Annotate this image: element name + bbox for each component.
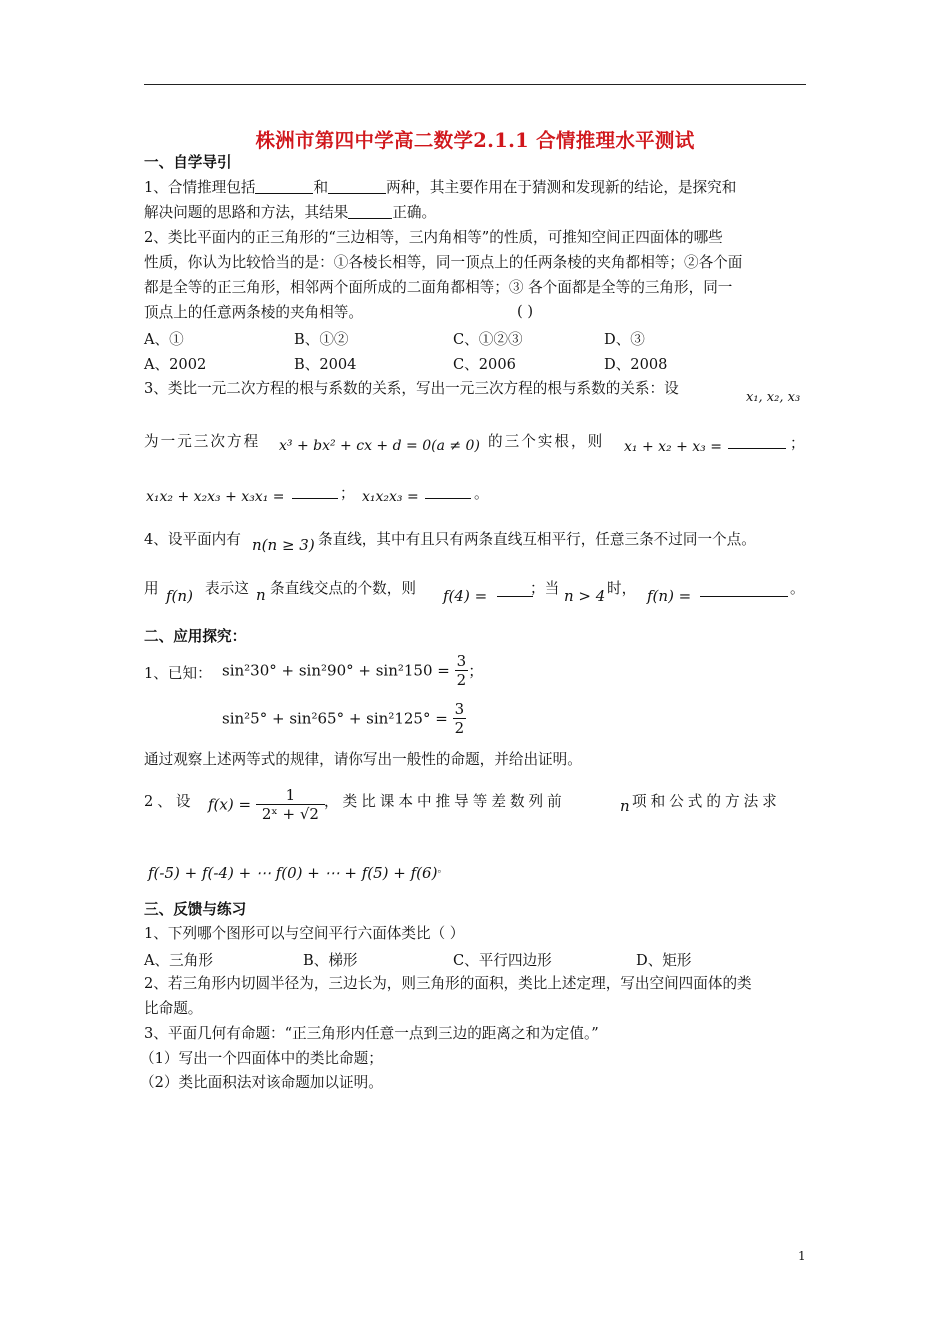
s3-q2-line1: 2、若三角形内切圆半径为，三边长为，则三角形的面积，类比上述定理，写出空间四面体的类 [144, 975, 752, 992]
s1-q1-text-d: 解决问题的思路和方法，其结果 [144, 204, 349, 221]
option-a: A、三角形 [144, 952, 213, 969]
option-c: C、平行四边形 [453, 952, 552, 969]
s1-q1-line2 [144, 203, 436, 223]
period: 。 [474, 485, 489, 502]
option-b: B、梯形 [303, 952, 358, 969]
s1-q1-text-c: 两种，其主要作用在于猜测和发现新的结论，是探究和 [386, 179, 737, 196]
fraction [455, 652, 469, 689]
s1-q1-text-e: 正确。 [392, 204, 437, 221]
answer-blank [728, 434, 786, 451]
s1-q4-text-b: 条直线，其中有且只有两条直线互相平行，任意三条不过同一个点。 [318, 531, 756, 548]
answer-blank [497, 582, 533, 599]
answer-blank [328, 179, 386, 194]
s1-q1-text-a: 1、合情推理包括 [144, 179, 256, 196]
fn-symbol: f(n) [166, 587, 193, 605]
answer-blank [700, 582, 788, 599]
s1-q4-text-e: 条直线交点的个数，则 [270, 580, 416, 597]
s2-q2-text-c: 项和公式的方法求 [632, 793, 781, 810]
s3-q2-line2: 比命题。 [144, 1000, 203, 1017]
sum-of-roots: x₁ + x₂ + x₃ = [624, 439, 722, 455]
s1-q3-line1: 3、类比一元二次方程的根与系数的关系，写出一元三次方程的根与系数的关系：设 [144, 380, 679, 397]
denominator: 2 [456, 671, 467, 689]
s1-q2-line4: 顶点上的任意两条棱的夹角相等。 [144, 304, 363, 321]
page-title: 株洲市第四中学高二数学2.1.1 合情推理水平测试 [255, 129, 695, 152]
s2-q2-text-a: 2、设 [144, 793, 195, 810]
denominator: 2ˣ + √2 [261, 805, 319, 823]
cubic-equation: x³ + bx² + cx + d = 0(a ≠ 0) [279, 438, 480, 454]
s1-q3-text: 为一元三次方程 [144, 433, 261, 450]
s1-q2-line3: 都是全等的正三角形，相邻两个面所成的二面角都相等；③ 各个面都是全等的三角形，同一 [144, 279, 733, 296]
fx-symbol: f(x) = [208, 795, 252, 814]
answer-paren: ( ) [517, 303, 534, 320]
s3-q3-part2: （2）类比面积法对该命题加以证明。 [140, 1074, 383, 1091]
s2-q1-label: 1、已知： [144, 665, 212, 682]
roots-vars: x₁, x₂, x₃ [746, 390, 801, 405]
s1-q2-line1: 2、类比平面内的正三角形的“三边相等，三内角相等”的性质，可推知空间正四面体的哪些 [144, 229, 723, 246]
numerator: 3 [456, 652, 467, 670]
s1-q4-text-d: 表示这 [205, 580, 249, 597]
s1-q4-text-a: 4、设平面内有 [144, 531, 241, 548]
product-of-roots: x₁x₂x₃ = [362, 489, 419, 505]
s1-q2-line2: 性质，你认为比较恰当的是：①各棱长相等，同一顶点上的任两条棱的夹角都相等；②各个面 [144, 254, 743, 271]
numerator: 1 [256, 786, 325, 805]
equation-text: sin²30° + sin²90° + sin²150 = [222, 661, 450, 680]
option-a: A、① [144, 331, 184, 348]
fx-definition [208, 786, 325, 823]
answer-blank [255, 179, 313, 194]
s1-q4-text-g: ；当 [530, 580, 560, 597]
answer-blank [348, 204, 392, 219]
s3-q3-part1: （1）写出一个四面体中的类比命题； [140, 1050, 383, 1067]
section1-heading: 一、自学导引 [144, 154, 232, 171]
answer-blank [292, 484, 338, 501]
equation-text: sin²5° + sin²65° + sin²125° = [222, 709, 448, 728]
s2-q2-text-b: ，类比课本中推导等差数列前 [324, 793, 566, 810]
option-b: B、①② [294, 331, 349, 348]
n-gt-4: n > 4 [564, 587, 606, 605]
option-d: D、2008 [604, 356, 668, 373]
s1-q1-text-b: 和 [313, 179, 329, 196]
sum-text: f(-5) + f(-4) + ⋯ f(0) + ⋯ + f(5) + f(6) [148, 864, 438, 882]
trig-equation-1 [222, 652, 483, 689]
option-b: B、2004 [294, 356, 357, 373]
n-condition: n(n ≥ 3) [252, 536, 315, 554]
answer-blank [425, 484, 471, 501]
s1-q3-text: 的三个实根，则 [488, 433, 605, 450]
section3-heading: 三、反馈与练习 [144, 901, 247, 918]
option-c: C、2006 [453, 356, 516, 373]
semicolon: ； [340, 485, 355, 502]
section2-heading: 二、应用探究： [144, 628, 247, 645]
period: 。 [790, 580, 805, 597]
pairwise-sum: x₁x₂ + x₂x₃ + x₃x₁ = [146, 489, 285, 505]
header-rule [144, 84, 806, 85]
option-a: A、2002 [144, 356, 207, 373]
option-c: C、①②③ [453, 331, 523, 348]
option-d: D、矩形 [636, 952, 692, 969]
f4-expression: f(4) = [443, 587, 488, 605]
n-symbol: n [620, 797, 630, 815]
fraction [256, 786, 325, 823]
s3-q1: 1、下列哪个图形可以与空间平行六面体类比（ ） [144, 925, 465, 942]
period: 。 [437, 864, 448, 875]
page-number: 1 [798, 1249, 806, 1263]
s3-q3: 3、平面几何有命题：“正三角形内任意一点到三边的距离之和为定值。” [144, 1025, 599, 1042]
semicolon: ； [468, 662, 484, 680]
n-symbol: n [256, 586, 266, 604]
semicolon: ； [790, 435, 805, 452]
fraction [453, 700, 467, 737]
denominator: 2 [454, 719, 465, 737]
s1-q4-text-h: 时， [607, 580, 637, 597]
sum-expression [148, 860, 447, 882]
s1-q4-text-c: 用 [144, 580, 159, 597]
s1-q1-line1 [144, 178, 736, 198]
trig-equation-2 [222, 700, 466, 737]
s2-q1-text: 通过观察上述两等式的规律，请你写出一般性的命题，并给出证明。 [144, 751, 582, 768]
fn-expression: f(n) = [647, 587, 692, 605]
option-d: D、③ [604, 331, 645, 348]
numerator: 3 [454, 700, 465, 718]
